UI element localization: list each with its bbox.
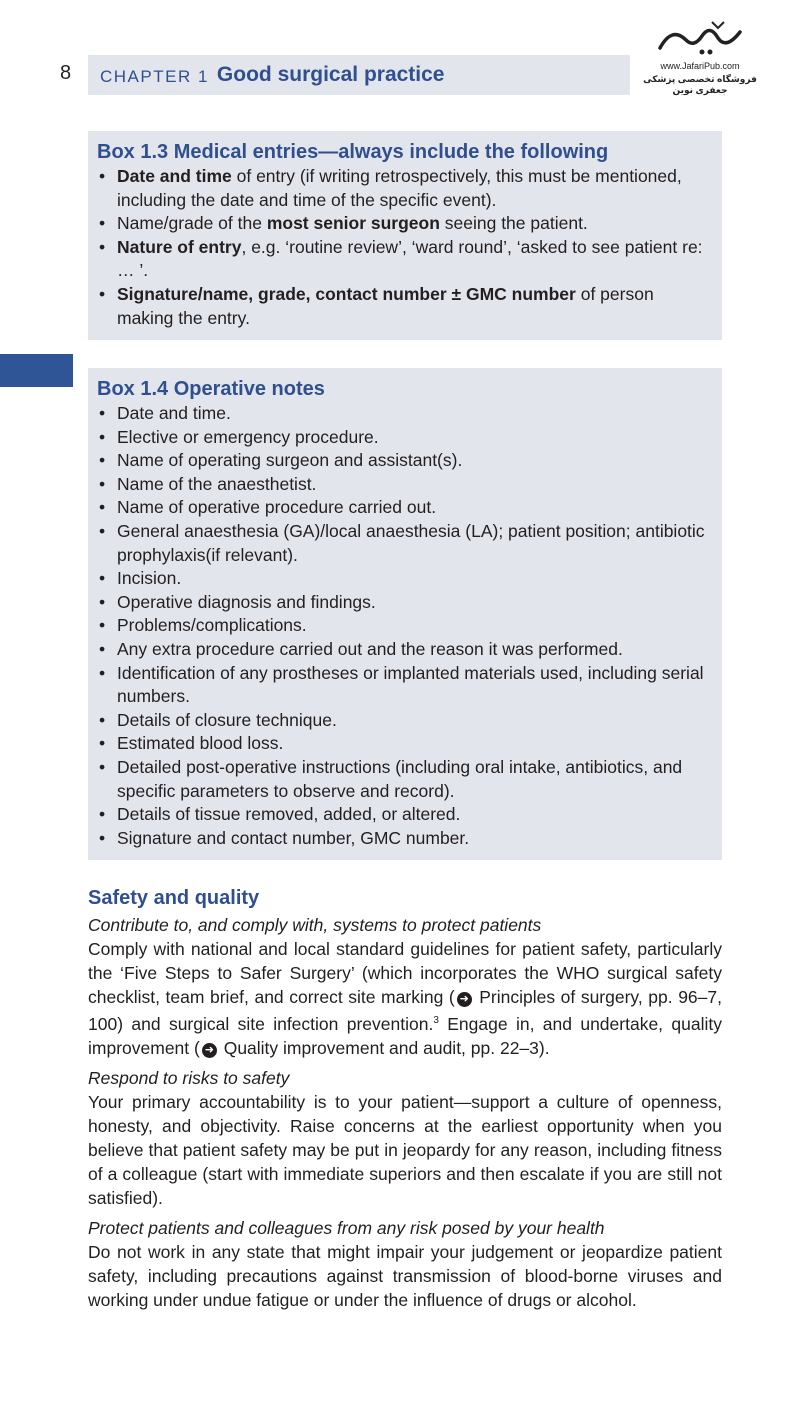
cross-reference-arrow-icon: ➜ xyxy=(457,992,472,1007)
list-item: • Details of closure technique. xyxy=(97,709,708,733)
chapter-label: CHAPTER 1 xyxy=(100,66,209,86)
list-item: • Elective or emergency procedure. xyxy=(97,426,708,450)
list-item: • Any extra procedure carried out and the reason it was performed. xyxy=(97,638,708,662)
list-item: • Signature and contact number, GMC number. xyxy=(97,827,708,851)
box-1-4 xyxy=(88,368,722,860)
box-1-3 xyxy=(88,131,722,340)
body-paragraph: Do not work in any state that might impair your judgement or jeopardize patient safety, including precautions against transmission of blood-borne viruses and working under undue fatigue or under the influence of drugs or alcohol. xyxy=(88,1241,722,1310)
list-item xyxy=(97,165,708,212)
chapter-header xyxy=(88,55,722,95)
chapter-title: Good surgical practice xyxy=(216,63,445,86)
list-item: • Incision. xyxy=(97,567,708,591)
box-1-4-title: Box 1.4 Operative notes xyxy=(97,378,325,400)
item-text: of person making the entry. xyxy=(117,283,654,328)
list-item xyxy=(97,212,708,236)
list-item xyxy=(97,236,708,283)
item-text: of entry (if writing retrospectively, this must be mentioned, including the date and time of the specific event). xyxy=(117,166,682,210)
body-paragraph xyxy=(88,937,722,1060)
subheading: Respond to risks to safety xyxy=(88,1067,290,1088)
subheading: Contribute to, and comply with, systems to protect patients xyxy=(88,915,542,935)
chapter-side-tab xyxy=(0,354,73,387)
subheading: Protect patients and colleagues from any risk posed by your health xyxy=(88,1217,605,1238)
list-item: • Identification of any prostheses or implanted materials used, including serial numbers. xyxy=(97,662,708,709)
box-1-3-title: Box 1.3 Medical entries—always include the following xyxy=(97,141,609,163)
paragraph-text: Principles of surgery, pp. 96–7, 100) and surgical site infection prevention. xyxy=(88,987,722,1034)
publisher-watermark xyxy=(630,16,770,96)
section-title: Safety and quality xyxy=(88,887,260,909)
list-item: • Operative diagnosis and findings. xyxy=(97,591,708,615)
list-item: • Name of the anaesthetist. xyxy=(97,473,708,497)
box-1-4-list xyxy=(97,402,708,850)
watermark-persian: فروشگاه تخصصی پزشکی جعفری نوین xyxy=(643,74,757,95)
item-text: , e.g. ‘routine review’, ‘ward round’, ‘asked to see patient re: … ’. xyxy=(117,236,703,281)
item-bold: Date and time xyxy=(117,166,232,186)
item-bold: Nature of entry xyxy=(117,236,242,257)
body-paragraph: Your primary accountability is to your patient—support a culture of openness, honesty, and objectivity. Raise concerns at the earliest opportunity when you believe that patient safety may be put in jeopardy for any reason, including fitness of a colleague (start with immediate superiors and then escalate if you are still not satisfied). xyxy=(88,1091,722,1208)
safety-section xyxy=(88,885,722,1312)
item-text: Name/grade of the xyxy=(117,213,267,234)
list-item: • Detailed post-operative instructions (including oral intake, antibiotics, and specific parameters to observe and record). xyxy=(97,756,708,803)
list-item: • Problems/complications. xyxy=(97,614,708,638)
paragraph-text: Engage in, and undertake, quality improvement ( xyxy=(88,1013,722,1058)
list-item: • Name of operating surgeon and assistant(s). xyxy=(97,449,708,473)
page-number: 8 xyxy=(60,62,72,84)
footnote-marker: 3 xyxy=(433,1015,439,1026)
list-item xyxy=(97,283,708,330)
list-item: • Name of operative procedure carried out. xyxy=(97,496,708,520)
list-item: • Estimated blood loss. xyxy=(97,732,708,756)
box-1-3-list xyxy=(97,165,708,330)
list-item: • General anaesthesia (GA)/local anaesthesia (LA); patient position; antibiotic prophylaxis(if relevant). xyxy=(97,520,708,567)
item-bold: Signature/name, grade, contact number ± GMC number xyxy=(117,283,576,304)
watermark-url: www.JafariPub.com xyxy=(660,61,740,71)
list-item: • Date and time. xyxy=(97,402,708,426)
publisher-logo-icon xyxy=(652,18,748,58)
paragraph-text: Quality improvement and audit, pp. 22–3). xyxy=(218,1037,550,1058)
cross-reference-arrow-icon: ➜ xyxy=(202,1043,217,1058)
paragraph-text: Comply with national and local standard guidelines for patient safety, particularly the ‘Five Steps to Safer Surgery’ (which incorporates the WHO surgical safety checklist, team brief, and correct site marking ( xyxy=(88,939,722,1007)
item-text: seeing the patient. xyxy=(439,213,588,234)
list-item: • Details of tissue removed, added, or altered. xyxy=(97,803,708,827)
item-bold: most senior surgeon xyxy=(266,213,440,234)
